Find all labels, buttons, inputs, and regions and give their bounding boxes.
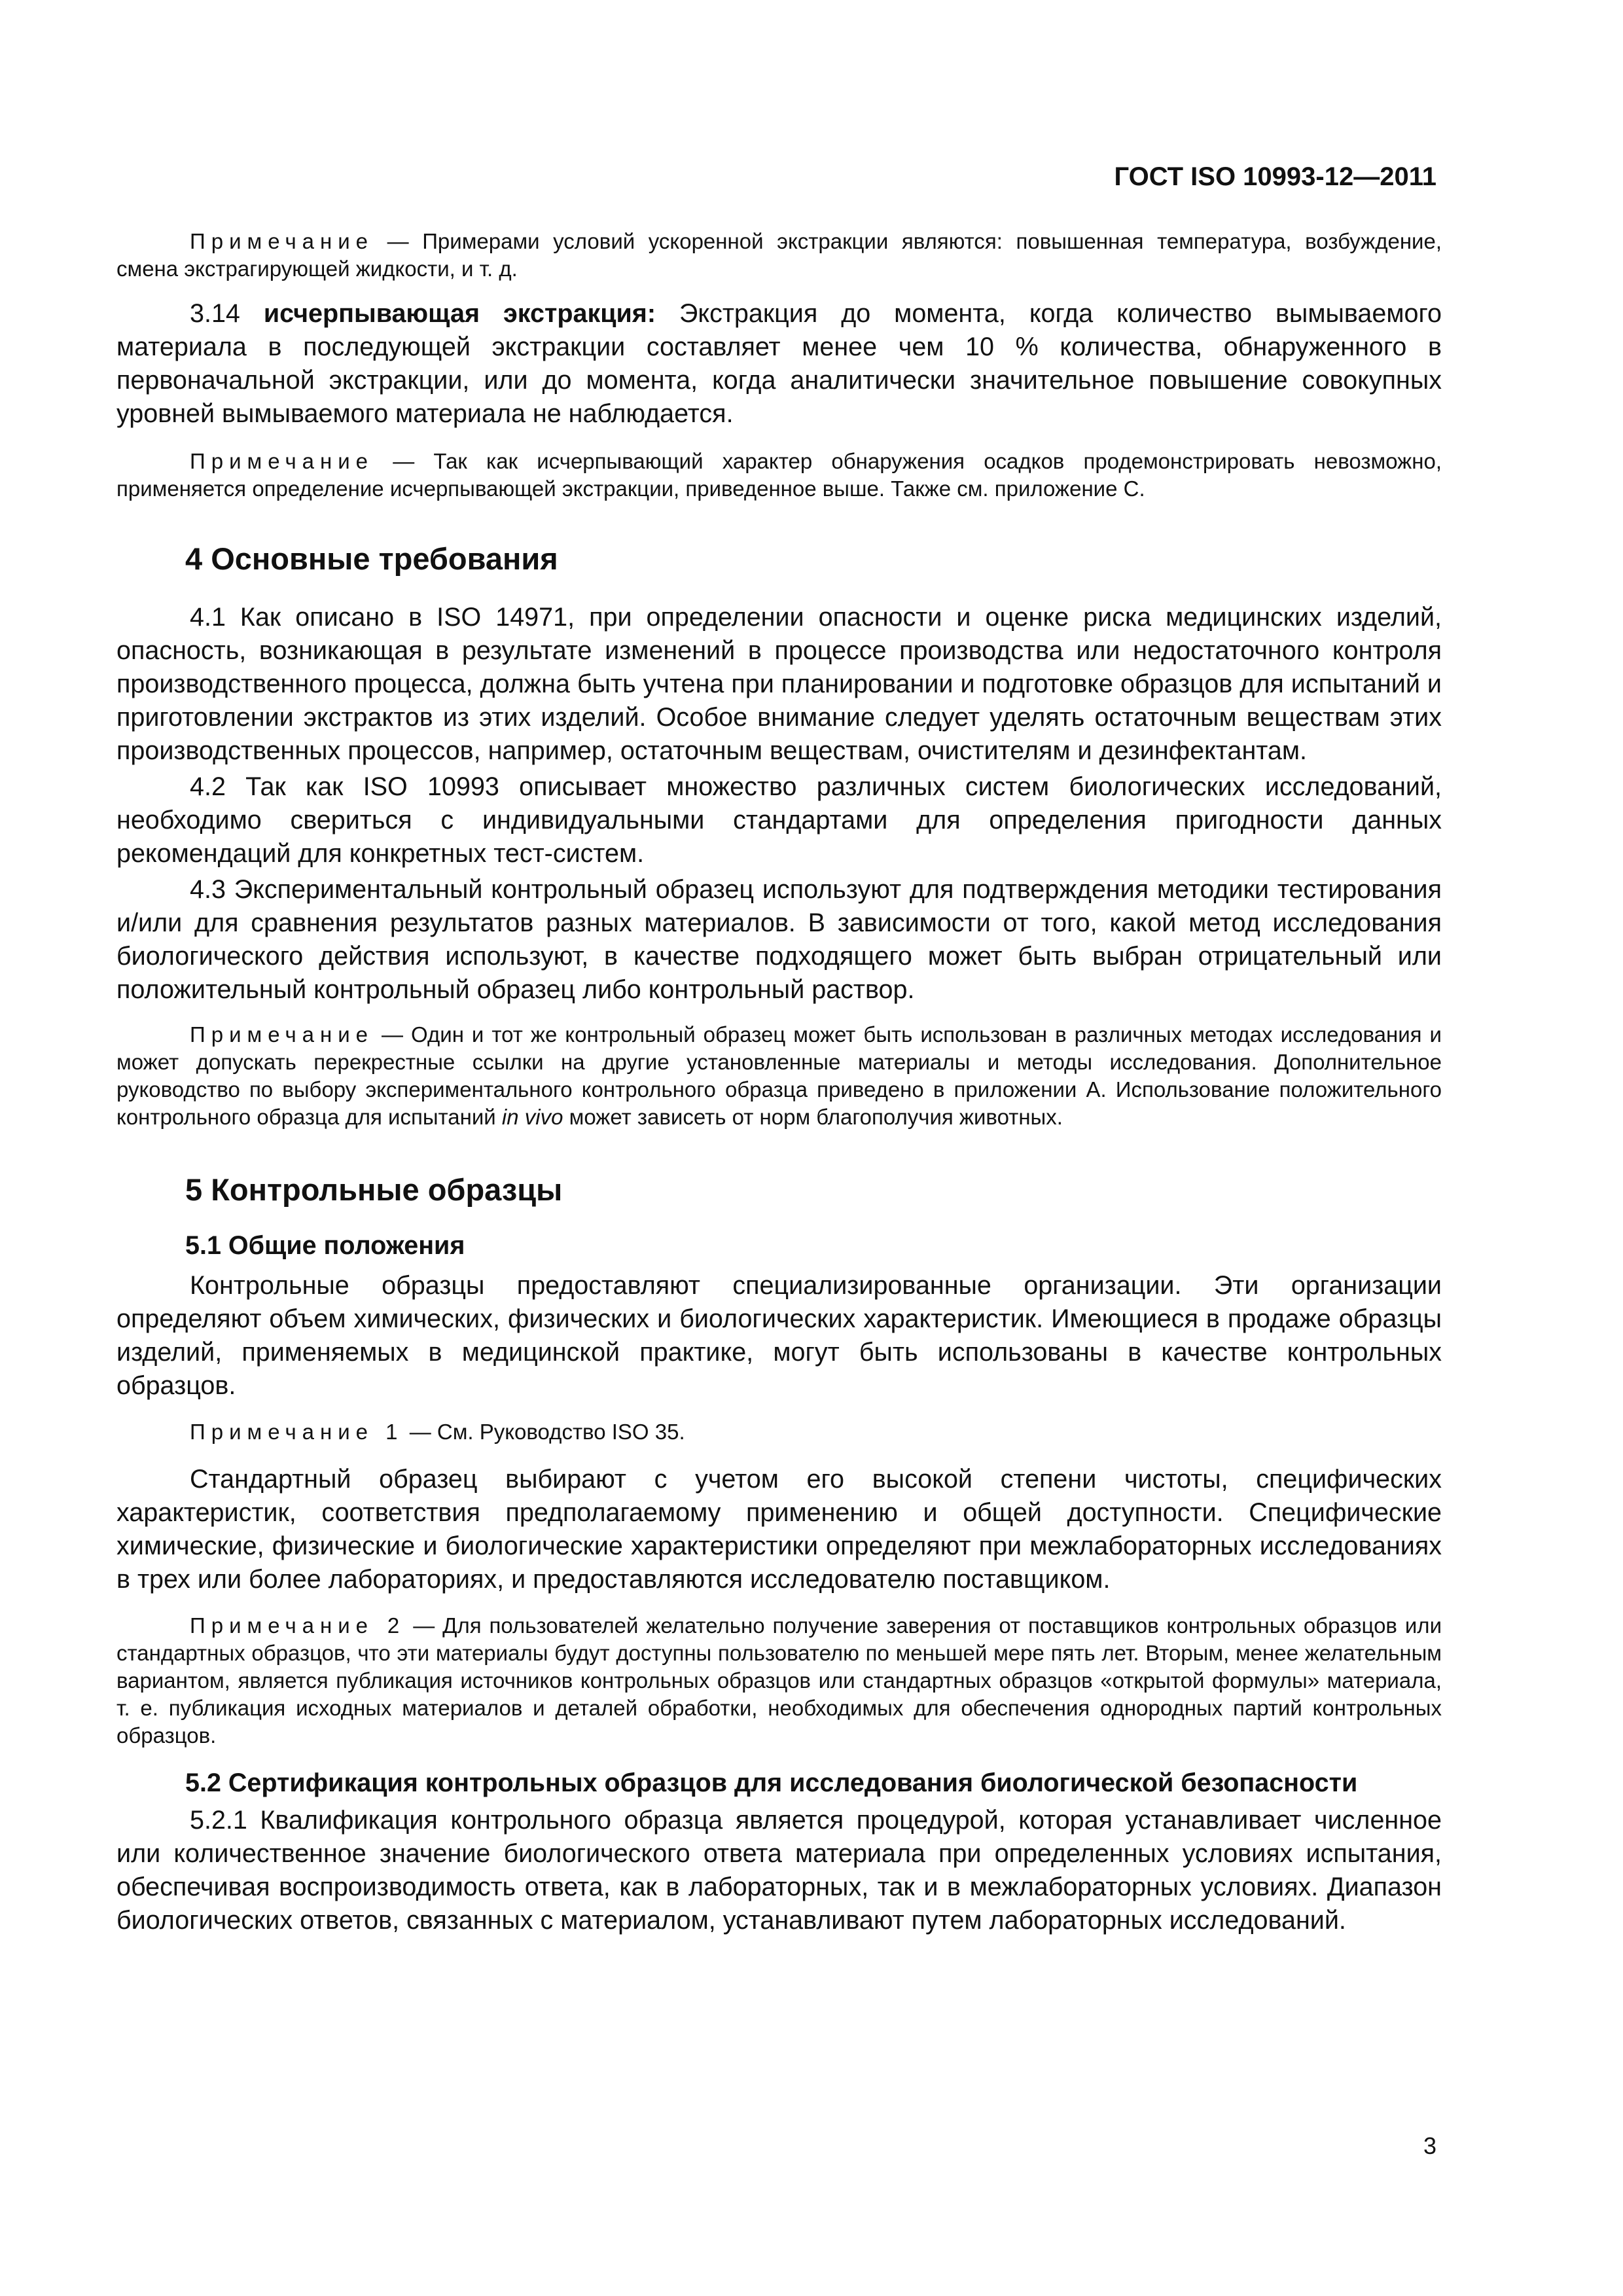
- page-number: 3: [1423, 2132, 1436, 2159]
- paragraph-4-2: 4.2 Так как ISO 10993 описывает множество различных систем биологических исследований, необходимо свериться с индивидуальными стандартами для определения пригодности данных рекомендаций для конкретных тест-систем.: [116, 772, 1442, 868]
- term-name: исчерпывающая экстракция:: [263, 299, 656, 328]
- note-text-part2: может зависеть от норм благополучия животных.: [563, 1105, 1063, 1129]
- paragraph-4-1: 4.1 Как описано в ISO 14971, при определении опасности и оценке риска медицинских изделий, опасность, возникающая в результате изменений в процессе производства или недостаточного контроля производственного процесса, должна быть учтена при планировании и подготовке образцов для испытаний и приготовлении экстрактов из этих изделий. Особое внимание следует уделять остаточным веществам этих производственных процессов, например, остаточным веществам, очистителям и дезинфектантам.: [116, 603, 1442, 765]
- paragraph-5-2-1: 5.2.1 Квалификация контрольного образца является процедурой, которая устанавливает численное или количественное значение биологического ответа материала при определенных условиях испытания, обеспечивая воспроизводимость ответа, как в лабораторных, так и в межлабораторных условиях. Диапазон биологических ответов, связанных с материалом, устанавливают путем лабораторных исследований.: [116, 1806, 1442, 1935]
- section-4-heading: 4 Основные требования: [185, 541, 558, 576]
- note-label: Примечание: [190, 1022, 374, 1047]
- note-label: Примечание 1: [190, 1420, 404, 1444]
- note-text-italic: in vivo: [501, 1105, 563, 1129]
- note-control-sample: [116, 1021, 1442, 1131]
- note-text: — См. Руководство ISO 35.: [403, 1420, 685, 1444]
- paragraph-4-3: 4.3 Экспериментальный контрольный образец используют для подтверждения методики тестирования и/или для сравнения результатов разных материалов. В зависимости от того, какой метод исследования биологического действия используют, в качестве подходящего может быть выбран отрицательный или положительный контрольный образец либо контрольный раствор.: [116, 875, 1442, 1004]
- term-3-14: [116, 297, 1442, 431]
- page-content: [116, 228, 1442, 1937]
- document-header: ГОСТ ISO 10993-12—2011: [1114, 162, 1436, 191]
- note-text: — Для пользователей желательно получение заверения от поставщиков контрольных образцов или стандартных образцов, что эти материалы будут доступны пользователю по меньшей мере пять лет. Вторым, менее желательным вариантом, является публикация источников контрольных образцов или стандартных образцов «открытой формулы» материала, т. е. публикация исходных материалов и деталей обработки, необходимых для обеспечения однородных партий контрольных образцов.: [116, 1613, 1442, 1748]
- note-text: — Примерами условий ускоренной экстракции являются: повышенная температура, возбуждение, смена экстрагирующей жидкости, и т. д.: [116, 229, 1442, 281]
- term-definition: Экстракция до момента, когда количество вымываемого материала в последующей экстракции составляет менее чем 10 % количества, обнаруженного в первоначальной экстракции, или до момента, когда аналитически значительное повышение совокупных уровней вымываемого материала не наблюдается.: [116, 299, 1442, 428]
- paragraph-5-1-a: Контрольные образцы предоставляют специализированные организации. Эти организации определяют объем химических, физических и биологических характеристик. Имеющиеся в продаже образцы изделий, применяемых в медицинской практике, могут быть использованы в качестве контрольных образцов.: [116, 1271, 1442, 1400]
- note-label: Примечание 2: [190, 1613, 406, 1638]
- note-text-part1: — Один и тот же контрольный образец может быть использован в различных методах исследования и может допускать перекрестные ссылки на другие установленные материалы и методы исследования. Дополнительное руководство по выбору экспериментального контрольного образца приведено в приложении А. Использование положительного контрольного образца для испытаний: [116, 1022, 1442, 1129]
- subsection-5-1-heading: 5.1 Общие положения: [185, 1231, 465, 1260]
- note-5-1-1: [116, 1418, 1442, 1446]
- note-accelerated-extraction: [116, 228, 1442, 283]
- note-text: — Так как исчерпывающий характер обнаружения осадков продемонстрировать невозможно, применяется определение исчерпывающей экстракции, приведенное выше. Также см. приложение С.: [116, 449, 1442, 501]
- note-label: Примечание: [190, 229, 374, 253]
- note-5-1-2: [116, 1612, 1442, 1749]
- term-number: 3.14: [190, 299, 264, 328]
- paragraph-5-1-b: Стандартный образец выбирают с учетом его высокой степени чистоты, специфических характеристик, соответствия предполагаемому применению и общей доступности. Специфические химические, физические и биологические характеристики определяют при межлабораторных исследованиях в трех или более лабораториях, и предоставляются исследователю поставщиком.: [116, 1465, 1442, 1594]
- note-exhaustive-extraction: [116, 448, 1442, 503]
- note-label: Примечание: [190, 449, 374, 473]
- subsection-5-2-heading: 5.2 Сертификация контрольных образцов для исследования биологической безопасности: [185, 1768, 1358, 1797]
- section-5-heading: 5 Контрольные образцы: [185, 1172, 563, 1207]
